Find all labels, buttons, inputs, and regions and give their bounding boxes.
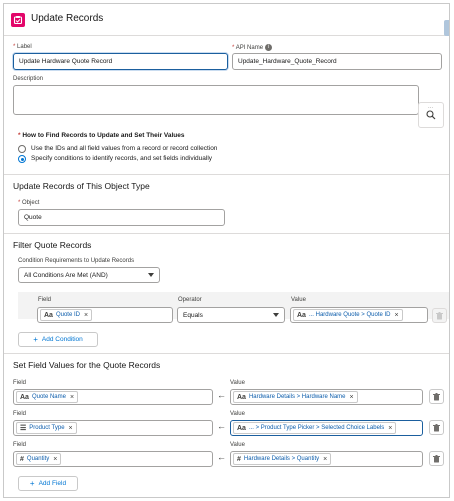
label-field-label: * Label <box>13 44 32 50</box>
trash-icon <box>433 455 440 463</box>
pill-remove-icon[interactable]: × <box>323 455 328 463</box>
side-panel-tab[interactable] <box>444 20 450 36</box>
filter-operator-col-label: Operator <box>178 297 202 303</box>
pill-remove-icon[interactable]: × <box>69 393 75 401</box>
set-field-label: Field <box>13 380 27 386</box>
trash-icon <box>433 393 440 401</box>
number-icon: # <box>20 455 24 463</box>
more-dots-icon: ··· <box>428 105 433 111</box>
how-to-title: * How to Find Records to Update and Set Their Values <box>18 132 185 139</box>
filter-field-pill[interactable]: Aa Quote ID × <box>40 309 92 321</box>
label-input[interactable]: Update Hardware Quote Record <box>13 53 228 70</box>
pill-remove-icon[interactable]: × <box>388 424 393 432</box>
set-value-pill[interactable]: # Hardware Details > Quantity × <box>233 453 331 465</box>
pill-remove-icon[interactable]: × <box>394 311 399 319</box>
add-field-button[interactable]: + Add Field <box>18 476 78 491</box>
divider <box>4 233 450 234</box>
text-icon: Aa <box>237 424 246 432</box>
set-field-label: Field <box>13 442 27 448</box>
set-field-input[interactable] <box>13 451 213 467</box>
modal-title: Update Records <box>31 13 104 24</box>
text-icon: Aa <box>237 393 246 401</box>
pill-remove-icon[interactable]: × <box>53 455 58 463</box>
set-value-label: Value <box>230 411 245 417</box>
set-value-input[interactable] <box>230 389 423 405</box>
modal-header <box>4 4 450 36</box>
filter-value-input[interactable] <box>290 307 428 323</box>
condition-requirements-select[interactable]: All Conditions Are Met (AND) <box>18 267 160 283</box>
description-label: Description <box>13 76 44 82</box>
api-name-input[interactable]: Update_Hardware_Quote_Record <box>232 53 442 70</box>
set-value-input[interactable] <box>230 420 423 436</box>
filter-field-col-label: Field <box>38 297 52 303</box>
trash-icon <box>436 312 443 320</box>
object-section-title: Update Records of This Object Type <box>13 181 150 191</box>
update-records-modal <box>3 3 450 498</box>
pill-remove-icon[interactable]: × <box>68 424 73 432</box>
update-records-icon <box>11 13 25 27</box>
left-arrow-icon: ← <box>217 390 226 400</box>
picklist-icon: ☰ <box>20 425 27 432</box>
delete-field-button[interactable] <box>429 420 444 435</box>
set-value-input[interactable] <box>230 451 423 467</box>
set-value-pill[interactable]: Aa ... > Product Type Picker > Selected Choice Labels × <box>233 422 396 434</box>
text-icon: Aa <box>20 393 29 401</box>
set-value-label: Value <box>230 442 245 448</box>
filter-field-input[interactable] <box>37 307 173 323</box>
filter-value-col-label: Value <box>291 297 306 303</box>
set-field-input[interactable] <box>13 389 213 405</box>
delete-field-button[interactable] <box>429 389 444 404</box>
object-label: * Object <box>18 200 40 206</box>
plus-icon: + <box>29 479 35 488</box>
set-fields-section-title: Set Field Values for the Quote Records <box>13 360 161 370</box>
text-icon: Aa <box>44 311 53 319</box>
condition-requirements-label: Condition Requirements to Update Records <box>18 258 135 264</box>
add-condition-button[interactable]: + Add Condition <box>18 332 98 347</box>
set-field-pill[interactable]: # Quantity × <box>16 453 61 465</box>
text-icon: Aa <box>297 311 306 319</box>
info-icon[interactable]: i <box>265 44 272 51</box>
set-field-input[interactable] <box>13 420 213 436</box>
number-icon: # <box>237 455 241 463</box>
api-name-field-label: * API Name i <box>232 44 272 51</box>
description-textarea[interactable] <box>13 85 419 115</box>
pill-remove-icon[interactable]: × <box>349 393 354 401</box>
delete-field-button[interactable] <box>429 451 444 466</box>
delete-condition-button[interactable] <box>432 308 447 323</box>
divider <box>4 174 450 175</box>
radio-use-ids-label: Use the IDs and all field values from a record or record collection <box>31 145 218 152</box>
object-input[interactable]: Quote <box>18 209 225 226</box>
chevron-down-icon <box>273 313 279 317</box>
set-field-pill[interactable]: ☰ Product Type × <box>16 422 77 434</box>
filter-section-title: Filter Quote Records <box>13 240 92 250</box>
set-value-pill[interactable]: Aa Hardware Details > Hardware Name × <box>233 391 358 403</box>
set-field-pill[interactable]: Aa Quote Name × <box>16 391 78 403</box>
divider <box>4 353 450 354</box>
left-arrow-icon: ← <box>217 421 226 431</box>
left-arrow-icon: ← <box>217 452 226 462</box>
pill-remove-icon[interactable]: × <box>83 311 89 319</box>
search-icon <box>426 110 436 120</box>
filter-value-pill[interactable]: Aa ... Hardware Quote > Quote ID × <box>293 309 403 321</box>
filter-operator-select[interactable]: Equals <box>177 307 285 323</box>
radio-specify-conditions-label: Specify conditions to identify records, and set fields individually <box>31 155 213 162</box>
plus-icon: + <box>33 335 38 344</box>
radio-use-ids[interactable] <box>18 145 26 153</box>
chevron-down-icon <box>148 273 154 277</box>
radio-specify-conditions[interactable] <box>18 155 26 163</box>
trash-icon <box>433 424 440 432</box>
set-field-label: Field <box>13 411 27 417</box>
set-value-label: Value <box>230 380 245 386</box>
